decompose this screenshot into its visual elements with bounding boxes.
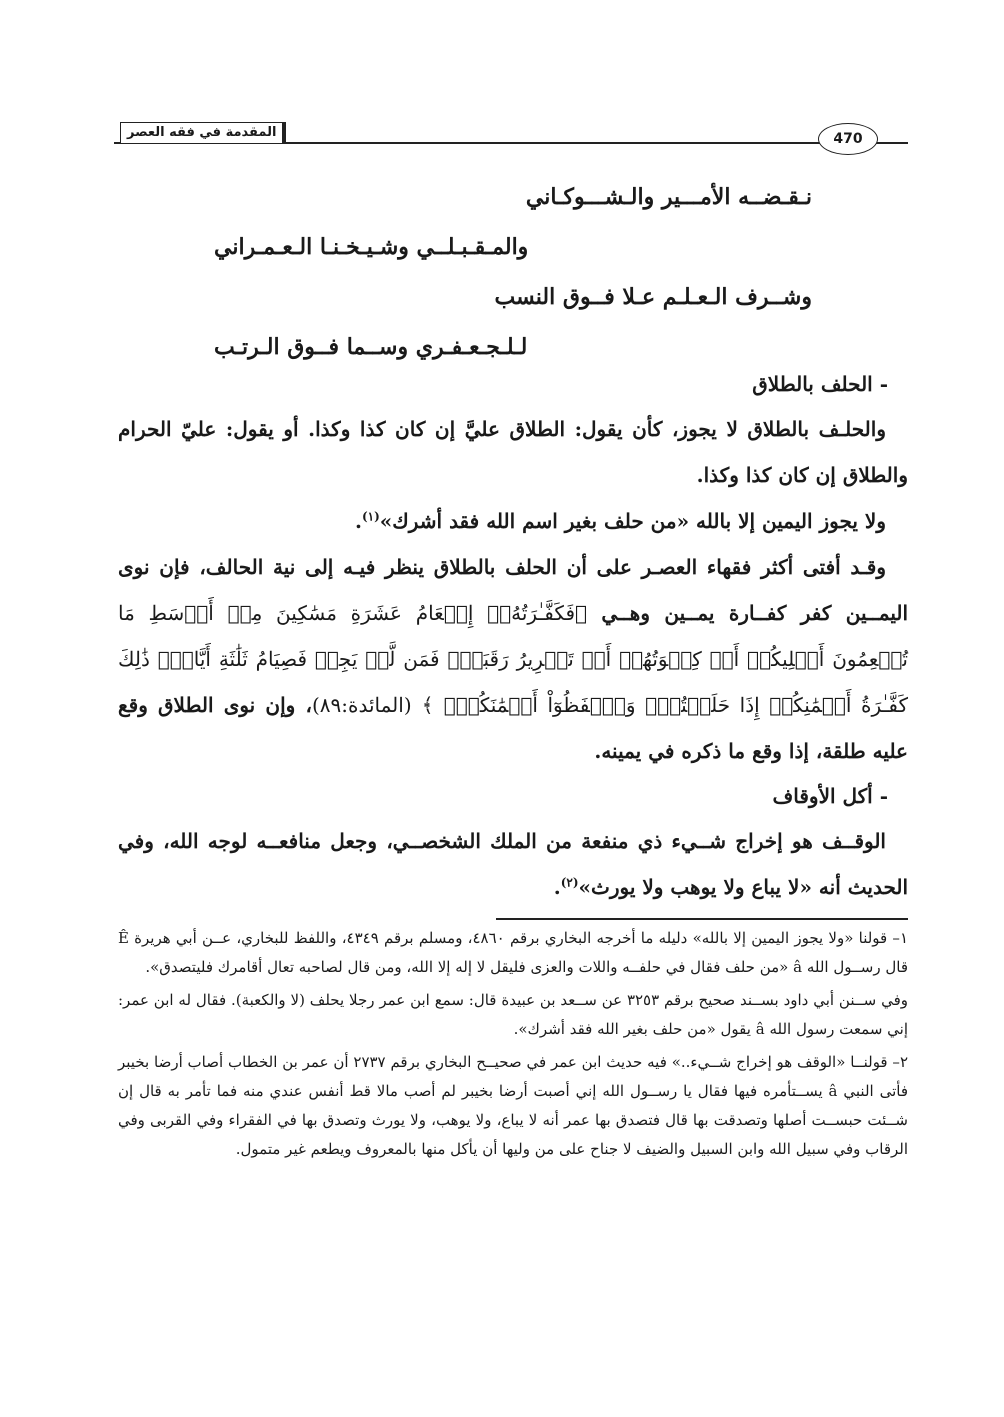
- footnote-separator: [496, 918, 908, 920]
- page-number: 470: [818, 123, 878, 155]
- quran-close-bracket: ﴾: [421, 693, 434, 717]
- paragraph-end: .: [553, 875, 561, 899]
- footnote-ref-2[interactable]: (٢): [560, 875, 579, 890]
- poem-verse-1: نـقـضــه الأمـــير والـشـــوكـاني: [525, 184, 812, 210]
- paragraph-text: وقـد أفتى أكثر فقهاء العصـر على أن الحلف بالطلاق ينظر فيـه إلى نية الحالف، فإن نوى اليمــين كفر كفــارة يمــين وهــي: [118, 555, 909, 625]
- book-title: المقدمة في فقه العصر: [120, 122, 286, 143]
- poem: [200, 172, 812, 372]
- quran-verse: فَكَفَّـٰرَتُهُۥٓ إِطۡعَامُ عَشَرَةِ مَسَٰكِينَ مِنۡ أَوۡسَطِ مَا تُطۡعِمُونَ أَهۡلِيكُمۡ أَوۡ كِسۡوَتُهُمۡ أَوۡ تَحۡرِيرُ رَقَبَةٖۖ فَمَن لَّمۡ يَجِدۡ فَصِيَامُ ثَلَٰثَةِ أَيَّامٖۚ ذَٰلِكَ كَفَّـٰرَةُ أَيۡمَٰنِكُمۡ إِذَا حَلَفۡتُمۡۚ وَٱحۡفَظُوٓاْ أَيۡمَٰنَكُمۡۚ: [118, 601, 909, 717]
- poem-verse-3: وشــرف الـعـلـم عـلا فــوق النسب: [494, 284, 812, 310]
- quran-open-bracket: ﴿: [575, 601, 588, 625]
- main-content: [118, 362, 908, 910]
- footnote-1-continued: وفي ســنن أبي داود بســند صحيح برقم ٣٢٥٣ عن ســعد بن عبيدة قال: سمع ابن عمر رجلا يحلف (لا والكعبة). فقال له ابن عمر: إني سمعت رسول الله â يقول «من حلف بغير الله فقد أشرك».: [118, 991, 908, 1038]
- paragraph-text: ولا يجوز اليمين إلا بالله «من حلف بغير اسم الله فقد أشرك»: [379, 509, 886, 533]
- poem-verse-2: والمـقـبـلــي وشـيـخـنـا الـعـمـراني: [214, 234, 529, 260]
- paragraph-text: الوقــف هو إخراج شــيء ذي منفعة من الملك الشخصــي، وجعل منافعــه لوجه الله، وفي الحديث أنه «لا يباع ولا يوهب ولا يورث»: [118, 829, 908, 899]
- poem-verse-4: لـلـجـعـفـري وســما فــوق الـرتـب: [214, 334, 528, 360]
- paragraph-oath-by-god: [118, 498, 908, 544]
- page-header: [114, 122, 908, 146]
- footnote-1: ١– قولنا «ولا يجوز اليمين إلا بالله» دليله ما أخرجه البخاري برقم ٤٨٦٠، ومسلم برقم ٤٣٤٩، واللفظ للبخاري، عــن أبي هريرة Ê قال رســول الله â «من حلف فقال في حلفــه واللات والعزى فليقل لا إله إلا الله، ومن قال لصاحبه تعال أقامرك فليتصدق».: [118, 929, 908, 976]
- footnote-ref-1[interactable]: (١): [361, 509, 380, 524]
- footnote-2: ٢– قولنــا «الوقف هو إخراج شــيء..» فيه حديث ابن عمر في صحيــح البخاري برقم ٢٧٣٧ أن عمر بن الخطاب أصاب أرضا بخيبر فأتى النبي â يســتأمره فيها فقال يا رســول الله إني أصبت أرضا بخيبر لم أصب مالا قط أنفس عندي منه فما تأمر به قال إن شــئت حبســت أصلها وتصدقت بها قال فتصدق بها عمر أنه لا يباع، ولا يوهب، ولا يورث وتصدق بها في الفقراء وفي القربى وفي الرقاب وفي سبيل الله وابن السبيل والضيف لا جناح على من وليها أن يأكل منها بالمعروف ويطعم غير متمول.: [118, 1053, 908, 1158]
- paragraph-end: ، وإن نوى الطلاق وقع عليه طلقة، إذا وقع ما ذكره في يمينه.: [118, 693, 908, 763]
- paragraph-oath-rule: والحلـف بالطلاق لا يجوز، كأن يقول: الطلاق عليَّ إن كان كذا وكذا. أو يقول: عليّ الحرام والطلاق إن كان كذا وكذا.: [118, 417, 908, 487]
- section-heading-endowments: - أكل الأوقاف: [772, 784, 888, 808]
- paragraph-expiation: [118, 544, 908, 774]
- footnotes: [118, 918, 908, 1168]
- quran-citation: (المائدة:٨٩): [311, 693, 412, 717]
- paragraph-end: .: [354, 509, 362, 533]
- section-heading-oath-divorce: - الحلف بالطلاق: [752, 372, 888, 396]
- paragraph-endowment: [118, 818, 908, 910]
